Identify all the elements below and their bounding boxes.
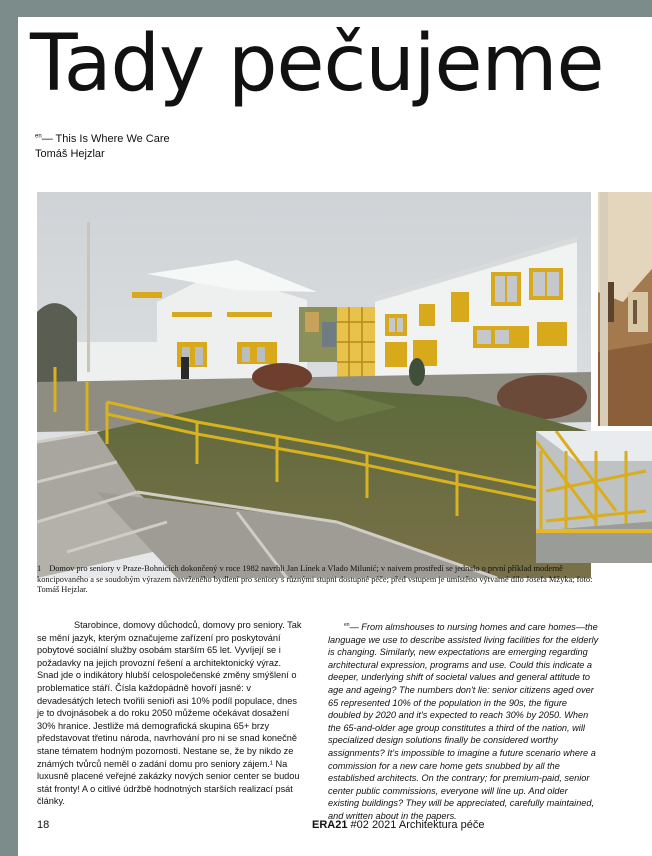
issue-info: #02 2021 Architektura péče bbox=[350, 819, 485, 831]
magazine-name: ERA21 bbox=[312, 819, 348, 831]
body-text-english bbox=[328, 619, 600, 823]
author-name: Tomáš Hejzlar bbox=[35, 148, 105, 160]
en-language-tag: en bbox=[35, 133, 42, 140]
body-text-czech: Starobince, domovy důchodců, domovy pro seniory. Tak se mění jazyk, kterým označujeme zařízení pro poskytování pobytové sociální služby osobám starším 65 let. Vyvíjejí se i požadavky na jejich provozní řešení a architektonický výraz. Snad jde o indikátory hlubší celospolečenské změny smýšlení o problematice stáří. Čísla každopádně hovoří jasně: v devadesátých letech tvořili senioři asi 10% podíl populace, dnes je to dvojnásobek a do roku 2050 můžeme očekávat dosažení 30% hranice. Jestliže má demografická skupina 65+ brzy představovat třetinu národa, navrhování pro ni se snad konečně stane tématem hodným pozornosti. Nestane se, že by nikdo ze známých tvůrců neměl o zadání domu pro seniory zájem.¹ Na luxusně placené veřejné zakázky nových senior center se budou stát fronty! A o citlivé údržbě hodnotných starších realizací psát články. bbox=[37, 620, 302, 807]
magazine-page bbox=[18, 17, 652, 856]
body-text-english-content: — From almshouses to nursing homes and care homes—the language we use to describe assisted living facilities for the elderly is changing. Similarly, new expectations are emerging regarding architectural expression, programs and use. Could this indicate a deeper, underlying shift of societal values and general attitude to age and ageing? The numbers don't lie: senior citizens aged over 65 represented 10% of the population in the 90s, the figure doubled by 2020 and it's expected to reach 30% by 2050. When the 65-and-older age group constitutes a third of the nation, will specialized design solutions finally be considered worthy assignments? It's impossible to imagine a future scenario where a commission for a new care home gets snubbed by all the established architects. On the contrary; for premium-paid, senior center public commissions, everyone will line up. And older existing buildings? They will be appreciated, carefully maintained, and written about in the papers. bbox=[328, 622, 599, 821]
page-number: 18 bbox=[37, 819, 50, 831]
english-subtitle bbox=[35, 133, 170, 145]
running-head bbox=[312, 819, 484, 831]
caption-text: Domov pro seniory v Praze-Bohnicích dokončený v roce 1982 navrhli Jan Línek a Vlado Milunić; v naivem prostředí se jednalo o první příklad moderně koncipovaného a se soudobým výrazem navrženého bydlení pro seniory s různými stupni dostupné péče; před vstupem je umístěno výtvarné dílo Josefa Mžyka; foto: Tomáš Hejzlar. bbox=[37, 564, 593, 594]
side-photo-corridor bbox=[598, 192, 652, 426]
side-photo-staircase bbox=[536, 431, 652, 563]
main-photo bbox=[37, 192, 591, 578]
caption-number: 1 bbox=[37, 564, 42, 573]
en-language-tag: en bbox=[344, 622, 350, 628]
english-subtitle-text: — This Is Where We Care bbox=[41, 133, 170, 145]
article-title: Tady pečujeme bbox=[30, 19, 604, 109]
photo-caption bbox=[37, 564, 593, 596]
